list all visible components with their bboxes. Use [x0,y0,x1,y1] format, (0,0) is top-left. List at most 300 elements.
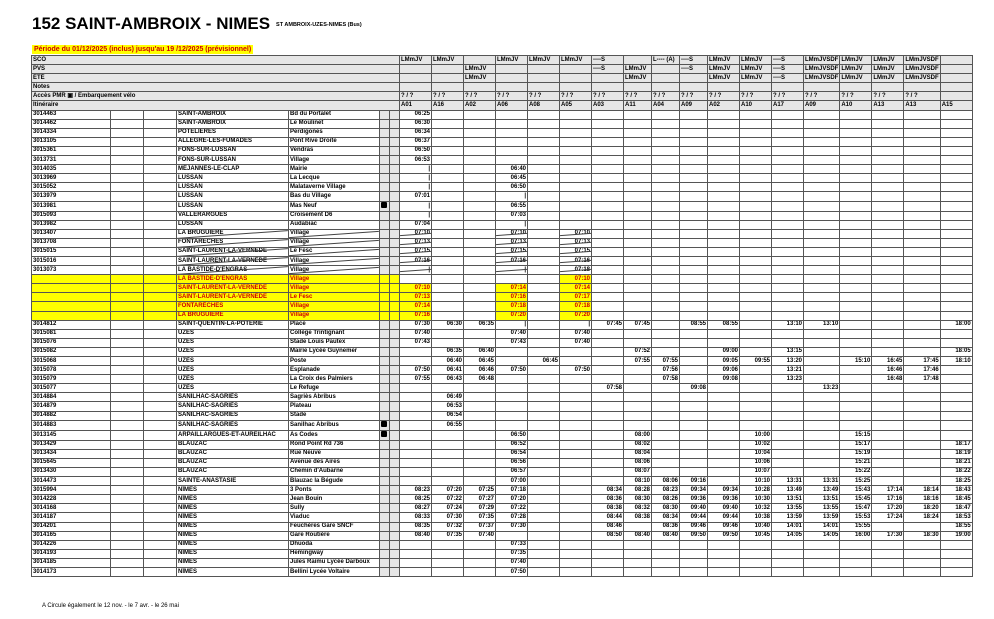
stop-city: UZÈS [177,329,289,338]
time-cell [740,567,772,576]
time-cell [592,110,624,119]
spacer-cell [111,183,144,192]
time-cell [940,128,972,137]
time-cell [528,192,560,201]
time-cell [528,558,560,567]
spacer-cell [144,411,177,420]
stop-row [32,567,973,576]
time-cell: 09:44 [680,513,708,522]
time-cell [432,311,464,320]
header-cell: ? / ? [432,92,464,101]
time-cell: 07:55 [652,357,680,366]
time-cell [560,192,592,201]
spacer-cell [390,338,400,347]
time-cell [560,146,592,155]
header-row [32,92,973,101]
time-cell [560,513,592,522]
spacer-cell [390,366,400,375]
time-cell [772,119,804,128]
stop-city: BLAUZAC [177,467,289,476]
time-cell: 10:02 [740,440,772,449]
time-cell: 13:31 [772,477,804,486]
time-cell [772,393,804,402]
time-cell: 07:10 [400,229,432,238]
time-cell [740,320,772,329]
time-cell [904,522,940,531]
stop-city: NÎMES [177,549,289,558]
time-cell: 08:50 [592,531,624,540]
spacer-cell [111,110,144,119]
time-cell [680,540,708,549]
stop-name: Avenue des Aires [289,458,380,467]
time-cell [528,384,560,393]
stop-city: UZÈS [177,366,289,375]
time-cell [840,311,872,320]
header-cell: ----S [592,65,624,74]
stop-row [32,384,973,393]
time-cell: 17:20 [872,504,904,513]
time-cell [872,247,904,256]
time-cell [740,347,772,356]
time-cell: 13:51 [772,495,804,504]
time-cell [772,458,804,467]
header-cell: LMmJVSDF [804,65,840,74]
time-cell [840,558,872,567]
time-cell: 07:00 [496,477,528,486]
time-cell [740,549,772,558]
time-cell: 08:10 [624,477,652,486]
time-cell: 08:38 [592,504,624,513]
time-cell: 18:47 [940,504,972,513]
time-cell [740,411,772,420]
time-cell [624,393,652,402]
time-cell [432,174,464,183]
spacer-cell [390,420,400,430]
header-cell: LMmJV [840,74,872,83]
time-cell [840,402,872,411]
time-cell [804,174,840,183]
time-cell [464,192,496,201]
stop-name: Bd du Portalet [289,110,380,119]
header-cell: A15 [940,101,972,110]
time-cell [496,128,528,137]
time-cell [804,284,840,293]
spacer-cell [111,128,144,137]
time-cell: 15:21 [840,458,872,467]
stop-id: 3014463 [32,110,111,119]
time-cell [872,192,904,201]
time-cell [592,411,624,420]
stop-name: Place [289,320,380,329]
spacer-cell [390,165,400,174]
spacer-cell [111,266,144,275]
time-cell [772,284,804,293]
time-cell [464,256,496,265]
time-cell [708,110,740,119]
time-cell [496,411,528,420]
header-cell [680,83,708,92]
time-cell [560,156,592,165]
header-cell [940,56,972,65]
time-cell [940,211,972,220]
stop-id: 3014193 [32,549,111,558]
time-cell [496,137,528,146]
time-cell: 07:27 [464,495,496,504]
time-cell [904,558,940,567]
spacer-cell [111,430,144,440]
stop-city: LUSSAN [177,174,289,183]
time-cell [624,311,652,320]
spacer-cell [144,320,177,329]
time-cell [624,238,652,247]
time-cell [708,567,740,576]
time-cell [652,110,680,119]
time-cell: 08:25 [400,495,432,504]
time-cell [940,238,972,247]
time-cell: 07:18 [496,486,528,495]
time-cell [872,558,904,567]
time-cell: 08:06 [652,477,680,486]
time-cell [804,402,840,411]
time-cell [772,558,804,567]
time-cell: | [496,266,528,275]
time-cell [680,293,708,302]
time-cell [592,211,624,220]
spacer-cell [111,513,144,522]
time-cell: 10:45 [740,531,772,540]
header-cell: ? / ? [772,92,804,101]
header-cell [400,83,432,92]
stop-city: BLAUZAC [177,440,289,449]
time-cell [624,229,652,238]
stop-id: 3015082 [32,347,111,356]
time-cell [652,329,680,338]
stop-name: Village [289,229,380,238]
time-cell [708,467,740,476]
spacer-cell [111,402,144,411]
time-cell: 08:30 [652,504,680,513]
time-cell [804,128,840,137]
time-cell: 17:14 [872,486,904,495]
spacer-cell [111,119,144,128]
stop-name: As Codes [289,430,380,440]
time-cell [432,229,464,238]
header-cell: ? / ? [680,92,708,101]
stop-name: Pont Rive Droite [289,137,380,146]
time-cell [708,165,740,174]
time-cell: 07:29 [464,504,496,513]
stop-city: NÎMES [177,504,289,513]
time-cell [708,311,740,320]
stop-name: Malataverne Village [289,183,380,192]
stop-row [32,531,973,540]
time-cell [708,146,740,155]
time-cell [740,366,772,375]
time-cell [708,266,740,275]
spacer-cell [390,266,400,275]
time-cell [872,201,904,211]
header-cell: ? / ? [904,92,940,101]
stop-row [32,137,973,146]
spacer-cell [390,384,400,393]
time-cell [528,302,560,311]
time-cell [652,384,680,393]
time-cell [624,146,652,155]
time-cell [740,192,772,201]
stop-row [32,393,973,402]
time-cell: 08:38 [624,513,652,522]
header-cell: A13 [872,101,904,110]
stop-name: Village [289,311,380,320]
time-cell: 17:48 [904,375,940,384]
time-cell [840,384,872,393]
spacer-cell [144,458,177,467]
header-cell: A03 [592,101,624,110]
stop-name: Village [289,238,380,247]
time-cell [872,238,904,247]
stop-city: SAINT-LAURENT-LA-VERNÈDE [177,293,289,302]
time-cell: 10:28 [740,486,772,495]
stop-city: UZÈS [177,347,289,356]
time-cell [940,411,972,420]
time-cell [940,430,972,440]
time-cell [592,220,624,229]
time-cell: 06:53 [400,156,432,165]
time-cell [904,430,940,440]
stop-id: 3014882 [32,411,111,420]
spacer-cell [390,513,400,522]
time-cell [772,467,804,476]
stop-row [32,495,973,504]
time-cell: 15:15 [840,430,872,440]
time-cell: 13:10 [772,320,804,329]
time-cell [872,467,904,476]
time-cell [528,156,560,165]
time-cell: 07:50 [496,567,528,576]
time-cell [400,458,432,467]
spacer-cell [144,156,177,165]
time-cell [432,430,464,440]
time-cell [592,549,624,558]
time-cell: 07:40 [496,329,528,338]
time-cell [624,420,652,430]
time-cell [904,110,940,119]
time-cell [740,302,772,311]
time-cell [528,110,560,119]
time-cell [432,137,464,146]
time-cell: 06:53 [432,402,464,411]
time-cell [904,119,940,128]
spacer-cell [144,531,177,540]
time-cell [940,266,972,275]
time-cell: 08:36 [592,495,624,504]
spacer-cell [390,522,400,531]
stop-id: 3014185 [32,558,111,567]
stop-row [32,119,973,128]
time-cell [740,220,772,229]
time-cell [592,458,624,467]
time-cell [680,137,708,146]
spacer-cell [144,229,177,238]
time-cell [804,256,840,265]
spacer-cell [144,357,177,366]
stop-name: Le Refuge [289,384,380,393]
accessibility-cell [380,266,390,275]
time-cell: 15:43 [840,486,872,495]
time-cell: 18:30 [904,531,940,540]
time-cell [560,384,592,393]
time-cell [592,449,624,458]
time-cell [652,247,680,256]
time-cell: 09:50 [708,531,740,540]
time-cell [904,302,940,311]
time-cell [652,411,680,420]
stop-id: 3014334 [32,128,111,137]
spacer-cell [390,174,400,183]
spacer-cell [390,110,400,119]
time-cell [772,266,804,275]
time-cell [496,119,528,128]
time-cell [740,119,772,128]
time-cell [528,567,560,576]
header-cell [432,65,464,74]
time-cell [432,211,464,220]
time-cell [840,156,872,165]
time-cell: 07:40 [560,338,592,347]
time-cell [592,375,624,384]
time-cell [464,146,496,155]
header-cell: LMmJV [840,65,872,74]
stop-id: 3013979 [32,192,111,201]
time-cell [432,567,464,576]
time-cell [496,420,528,430]
time-cell [652,128,680,137]
stop-city: VALLÉRARGUES [177,211,289,220]
time-cell: 15:17 [840,440,872,449]
stop-name: Plateau [289,402,380,411]
time-cell [708,256,740,265]
spacer-cell [144,266,177,275]
stop-name: Gare Routière [289,531,380,540]
spacer-cell [111,201,144,211]
header-cell [652,74,680,83]
stop-name: Feuchères Gare SNCF [289,522,380,531]
stop-name: Jean Bouin [289,495,380,504]
time-cell [872,275,904,284]
time-cell [652,302,680,311]
spacer-cell [144,477,177,486]
time-cell [904,458,940,467]
time-cell [624,174,652,183]
time-cell [940,275,972,284]
header-cell: A06 [496,101,528,110]
spacer-cell [111,549,144,558]
spacer-cell [111,558,144,567]
header-cell [592,74,624,83]
spacer-cell [144,384,177,393]
spacer-cell [144,467,177,476]
time-cell: 06:50 [496,430,528,440]
stop-city: MÉJANNES-LE-CLAP [177,165,289,174]
header-cell: A02 [708,101,740,110]
accessibility-cell [380,467,390,476]
time-cell: 06:55 [496,201,528,211]
spacer-cell [390,192,400,201]
spacer-cell [390,247,400,256]
time-cell [528,411,560,420]
time-cell [772,567,804,576]
stop-row [32,320,973,329]
time-cell: 09:46 [708,522,740,531]
time-cell [528,165,560,174]
spacer-cell [144,366,177,375]
accessibility-cell [380,366,390,375]
time-cell: 06:40 [464,347,496,356]
time-cell [592,357,624,366]
spacer-cell [144,174,177,183]
accessibility-cell [380,302,390,311]
spacer-cell [144,220,177,229]
time-cell [496,146,528,155]
time-cell [680,156,708,165]
stop-id: 3015016 [32,256,111,265]
time-cell [528,495,560,504]
time-cell [652,393,680,402]
time-cell [940,183,972,192]
time-cell: 13:55 [772,504,804,513]
time-cell: 09:34 [708,486,740,495]
time-cell [904,467,940,476]
stop-name: Village [289,302,380,311]
time-cell [904,540,940,549]
spacer-cell [144,311,177,320]
time-cell [464,420,496,430]
header-cell: ? / ? [740,92,772,101]
time-cell [496,347,528,356]
stop-row [32,347,973,356]
time-cell: 07:24 [432,504,464,513]
header-cell: ? / ? [872,92,904,101]
time-cell [904,449,940,458]
header-cell: L---- (A) [652,56,680,65]
time-cell [400,384,432,393]
time-cell [872,128,904,137]
time-cell [624,247,652,256]
spacer-cell [111,366,144,375]
spacer-cell [111,293,144,302]
time-cell [740,540,772,549]
time-cell [740,266,772,275]
time-cell [560,211,592,220]
time-cell: 07:22 [496,504,528,513]
time-cell [624,284,652,293]
stop-name: Perdigones [289,128,380,137]
stop-id: 3013731 [32,156,111,165]
time-cell: 06:45 [528,357,560,366]
stop-name: La Lecque [289,174,380,183]
stop-city: BLAUZAC [177,449,289,458]
time-cell [804,311,840,320]
stop-city: SANILHAC-SAGRIÈS [177,393,289,402]
time-cell [560,128,592,137]
time-cell [680,192,708,201]
accessibility-cell [380,338,390,347]
time-cell [592,567,624,576]
time-cell [740,338,772,347]
spacer-cell [111,192,144,201]
time-cell: 16:48 [872,375,904,384]
header-cell: LMmJV [400,56,432,65]
